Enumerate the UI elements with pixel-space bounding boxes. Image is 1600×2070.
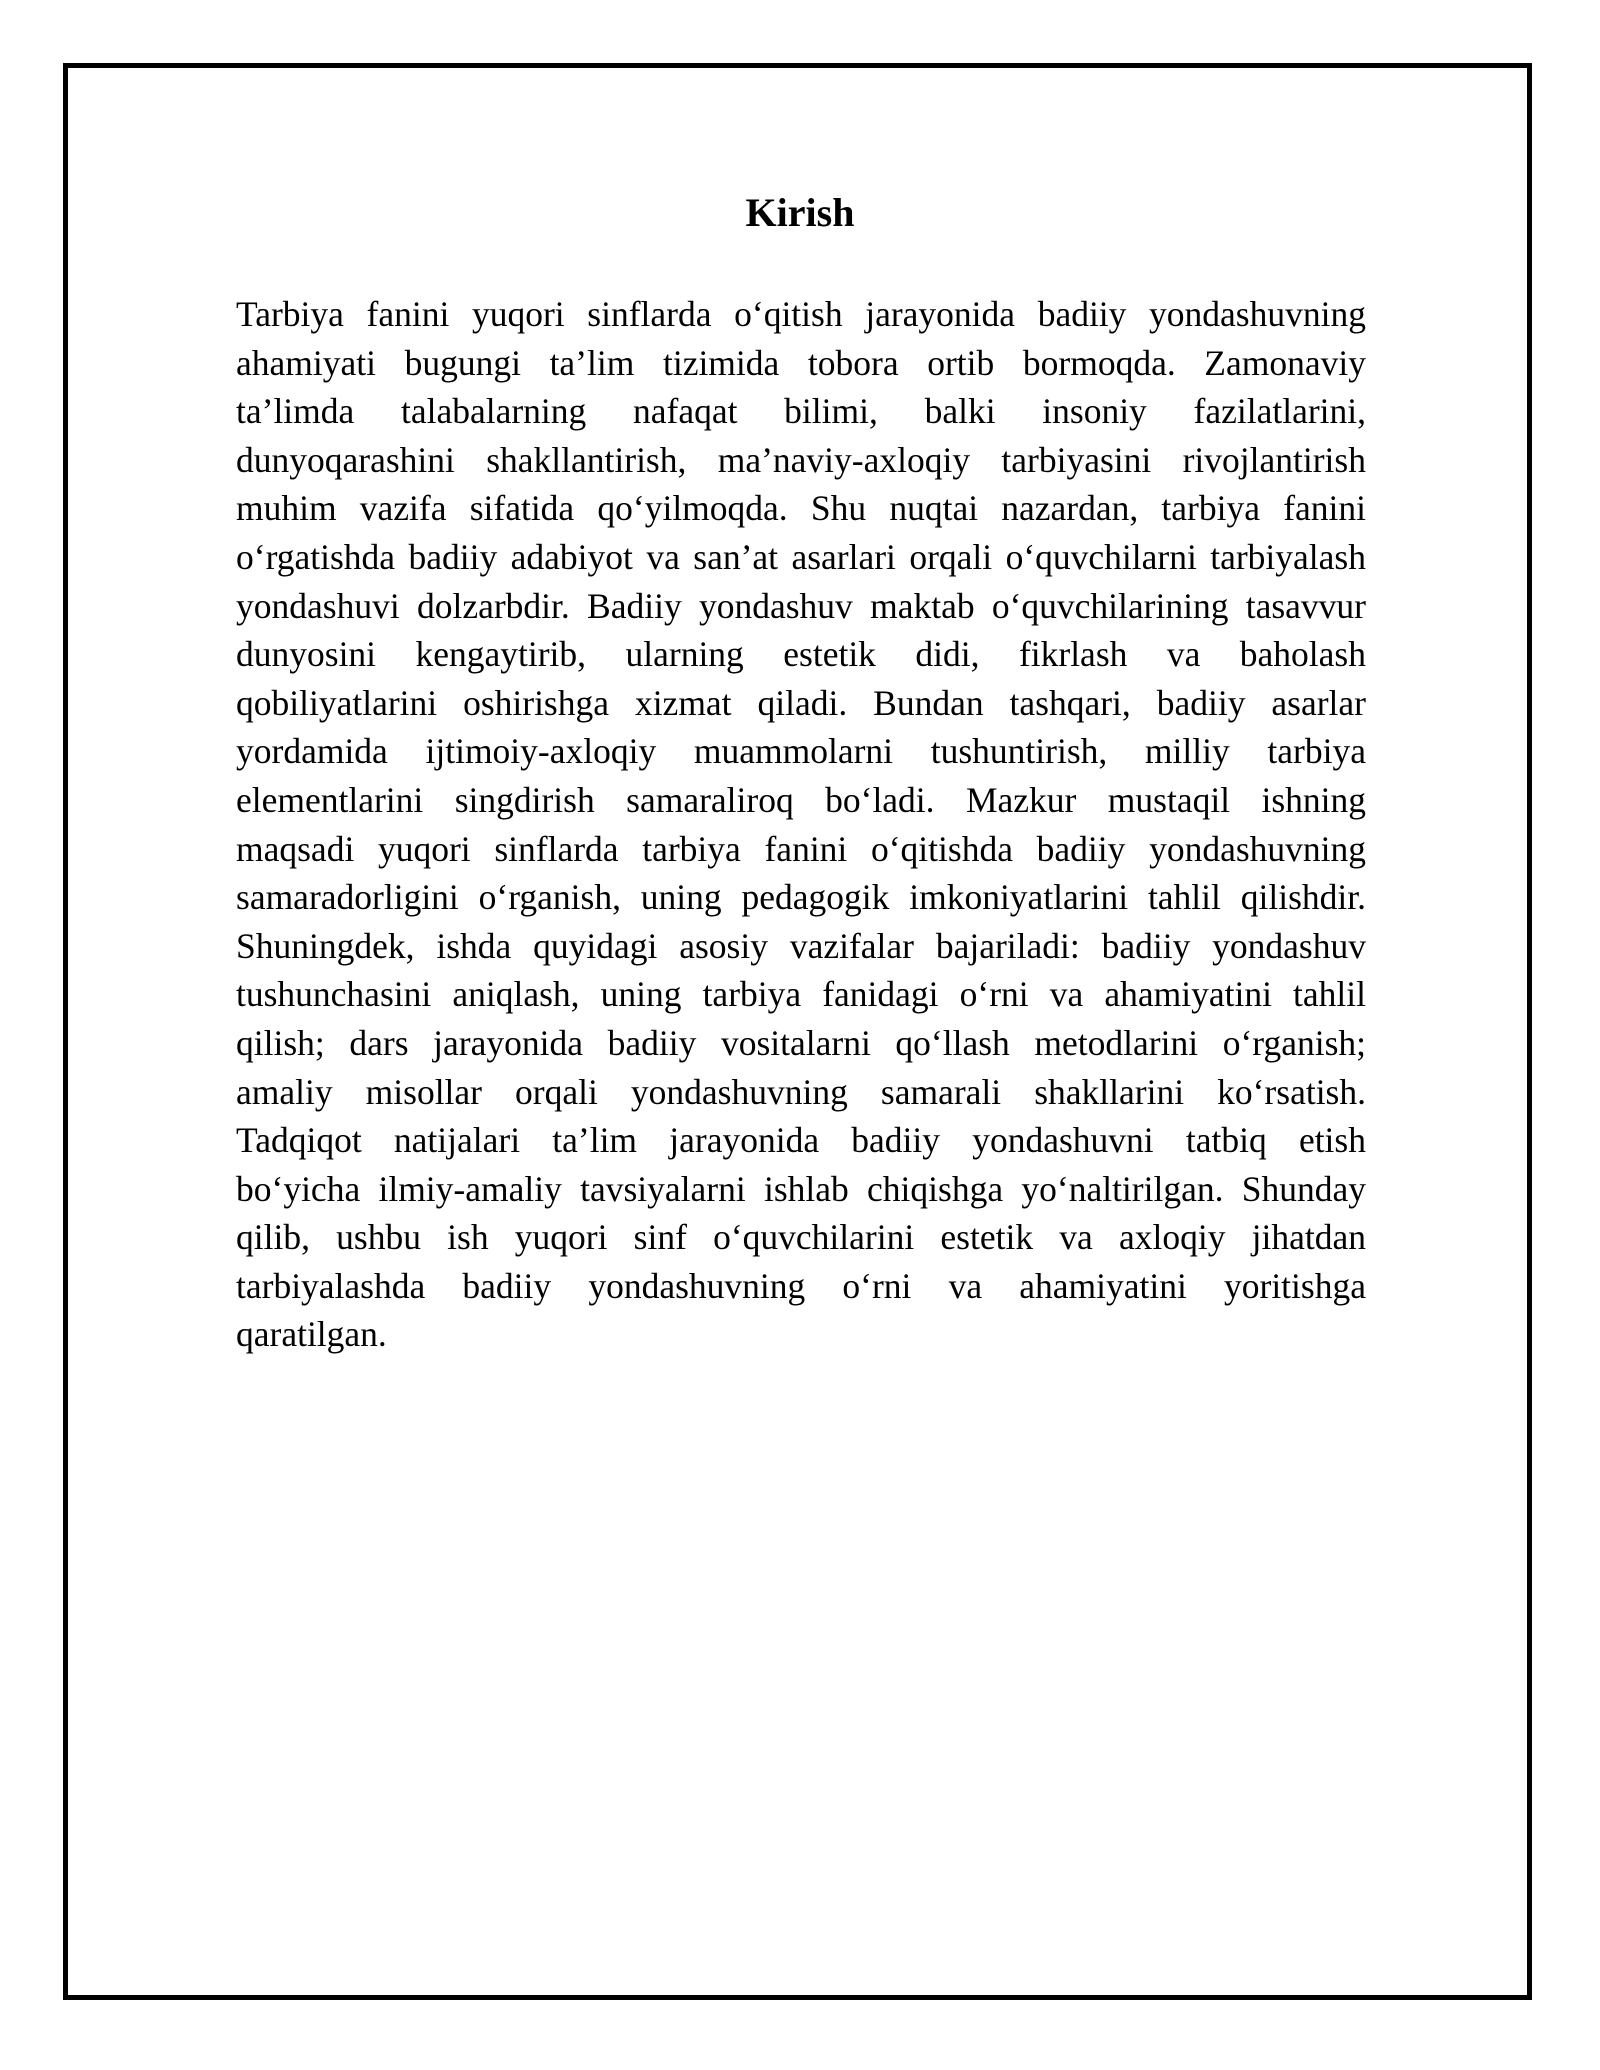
paragraph-line: Tadqiqot natijalari ta’lim jarayonida badiiy yondashuvni tatbiq etish: [236, 1120, 1366, 1161]
body-paragraph: [236, 290, 1366, 1359]
paragraph-line: muhim vazifa sifatida qo‘yilmoqda. Shu nuqtai nazardan, tarbiya fanini: [236, 488, 1366, 529]
paragraph-line: samaradorligini o‘rganish, uning pedagogik imkoniyatlarini tahlil qilishdir.: [236, 877, 1366, 918]
paragraph-line: qobiliyatlarini oshirishga xizmat qiladi. Bundan tashqari, badiiy asarlar: [236, 682, 1366, 723]
page-title: Kirish: [745, 190, 855, 235]
paragraph-line: o‘rgatishda badiiy adabiyot va san’at asarlari orqali o‘quvchilarni tarbiyalash: [236, 536, 1366, 577]
paragraph-line: ta’limda talabalarning nafaqat bilimi, balki insoniy fazilatlarini,: [236, 391, 1366, 432]
paragraph-line: maqsadi yuqori sinflarda tarbiya fanini o‘qitishda badiiy yondashuvning: [236, 828, 1366, 869]
paragraph-line: tarbiyalashda badiiy yondashuvning o‘rni va ahamiyatini yoritishga: [236, 1265, 1366, 1306]
paragraph-line: qilish; dars jarayonida badiiy vositalarni qo‘llash metodlarini o‘rganish;: [236, 1022, 1366, 1063]
paragraph-line: ahamiyati bugungi ta’lim tizimida tobora ortib bormoqda. Zamonaviy: [236, 342, 1366, 383]
paragraph-line: dunyoqarashini shakllantirish, ma’naviy-axloqiy tarbiyasini rivojlantirish: [236, 439, 1366, 480]
paragraph-line: yordamida ijtimoiy-axloqiy muammolarni tushuntirish, milliy tarbiya: [236, 731, 1366, 772]
paragraph-line: qilib, ushbu ish yuqori sinf o‘quvchilarini estetik va axloqiy jihatdan: [236, 1217, 1366, 1258]
paragraph-line: qaratilgan.: [236, 1314, 387, 1355]
paragraph-line: Tarbiya fanini yuqori sinflarda o‘qitish jarayonida badiiy yondashuvning: [236, 294, 1366, 334]
paragraph-line: dunyosini kengaytirib, ularning estetik didi, fikrlash va baholash: [236, 634, 1366, 675]
paragraph-line: Shuningdek, ishda quyidagi asosiy vazifalar bajariladi: badiiy yondashuv: [236, 925, 1366, 966]
paragraph-line: yondashuvi dolzarbdir. Badiiy yondashuv maktab o‘quvchilarining tasavvur: [236, 585, 1366, 626]
paragraph-line: bo‘yicha ilmiy-amaliy tavsiyalarni ishlab chiqishga yo‘naltirilgan. Shunday: [236, 1168, 1366, 1209]
paragraph-line: elementlarini singdirish samaraliroq bo‘ladi. Mazkur mustaqil ishning: [236, 779, 1366, 820]
paragraph-line: tushunchasini aniqlash, uning tarbiya fanidagi o‘rni va ahamiyatini tahlil: [236, 974, 1366, 1015]
paragraph-line: amaliy misollar orqali yondashuvning samarali shakllarini ko‘rsatish.: [236, 1071, 1366, 1112]
